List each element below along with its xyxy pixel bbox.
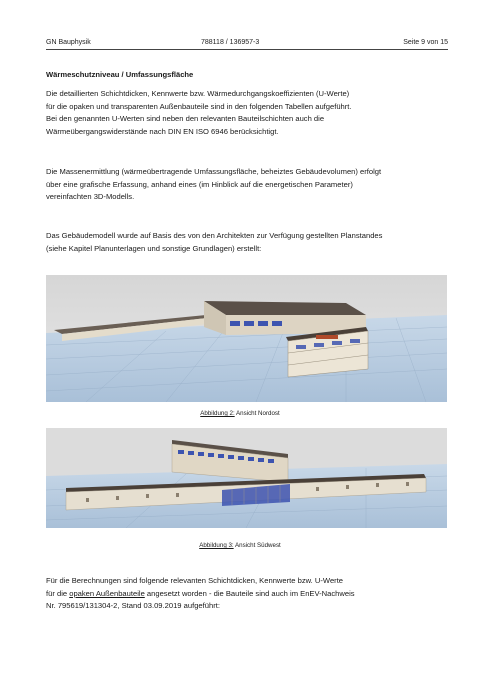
text-line: Nr. 795619/131304-2, Stand 03.09.2019 aufgeführt:	[46, 601, 220, 611]
building-model-northeast-image	[46, 275, 447, 402]
text-line: Das Gebäudemodell wurde auf Basis des von den Architekten zur Verfügung gestellten Planstandes	[46, 231, 383, 240]
text-line: Die detaillierten Schichtdicken, Kennwerte bzw. Wärmedurchgangskoeffizienten (U-Werte)	[46, 89, 350, 98]
text-line: (siehe Kapitel Planunterlagen und sonstige Grundlagen) erstellt:	[46, 243, 262, 253]
text-fragment: für die	[46, 588, 70, 598]
header-rule	[46, 49, 448, 50]
figure-view-southwest	[46, 428, 447, 528]
caption-text: Ansicht Nordost	[234, 410, 280, 417]
text-line: Wärmeübergangswiderstände nach DIN EN ISO 6946 berücksichtigt.	[46, 126, 279, 136]
text-line: Bei den genannten U-Werten sind neben den relevanten Bauteilschichten auch die	[46, 114, 325, 124]
building-model-southwest-image	[46, 428, 447, 528]
text-line: über eine grafische Erfassung, anhand eines (im Hinblick auf die energetischen Parameter)	[46, 179, 353, 189]
section-title: Wärmeschutzniveau / Umfassungsfläche	[46, 70, 194, 79]
header-author: GN Bauphysik	[46, 39, 91, 46]
paragraph-calculation-values	[46, 575, 456, 613]
caption-text: Ansicht Südwest	[233, 542, 281, 549]
text-line: vereinfachten 3D-Modells.	[46, 192, 135, 202]
paragraph-u-values	[46, 88, 456, 138]
figure-view-northeast	[46, 275, 447, 402]
header-project-number: 788118 / 136957-3	[201, 39, 260, 46]
caption-figure-3	[0, 542, 480, 549]
paragraph-building-model	[46, 230, 456, 255]
header-page-number: Seite 9 von 15	[403, 39, 448, 46]
text-line: Für die Berechnungen sind folgende relevanten Schichtdicken, Kennwerte bzw. U-Werte	[46, 576, 344, 585]
opaque-components-link[interactable]: opaken Außenbauteile	[69, 588, 145, 598]
caption-label: Abbildung 2:	[200, 410, 235, 417]
text-fragment: angesetzt worden - die Bauteile sind auch im EnEV-Nachweis	[144, 588, 355, 598]
caption-figure-2	[0, 410, 480, 417]
text-line: für die opaken und transparenten Außenbauteile sind in den folgenden Tabellen aufgeführt.	[46, 101, 352, 111]
text-line	[46, 588, 456, 601]
paragraph-mass-calculation	[46, 166, 456, 204]
caption-label: Abbildung 3:	[199, 542, 234, 549]
text-line: Die Massenermittlung (wärmeübertragende Umfassungsfläche, beheiztes Gebäudevolumen) erfolgt	[46, 167, 382, 176]
